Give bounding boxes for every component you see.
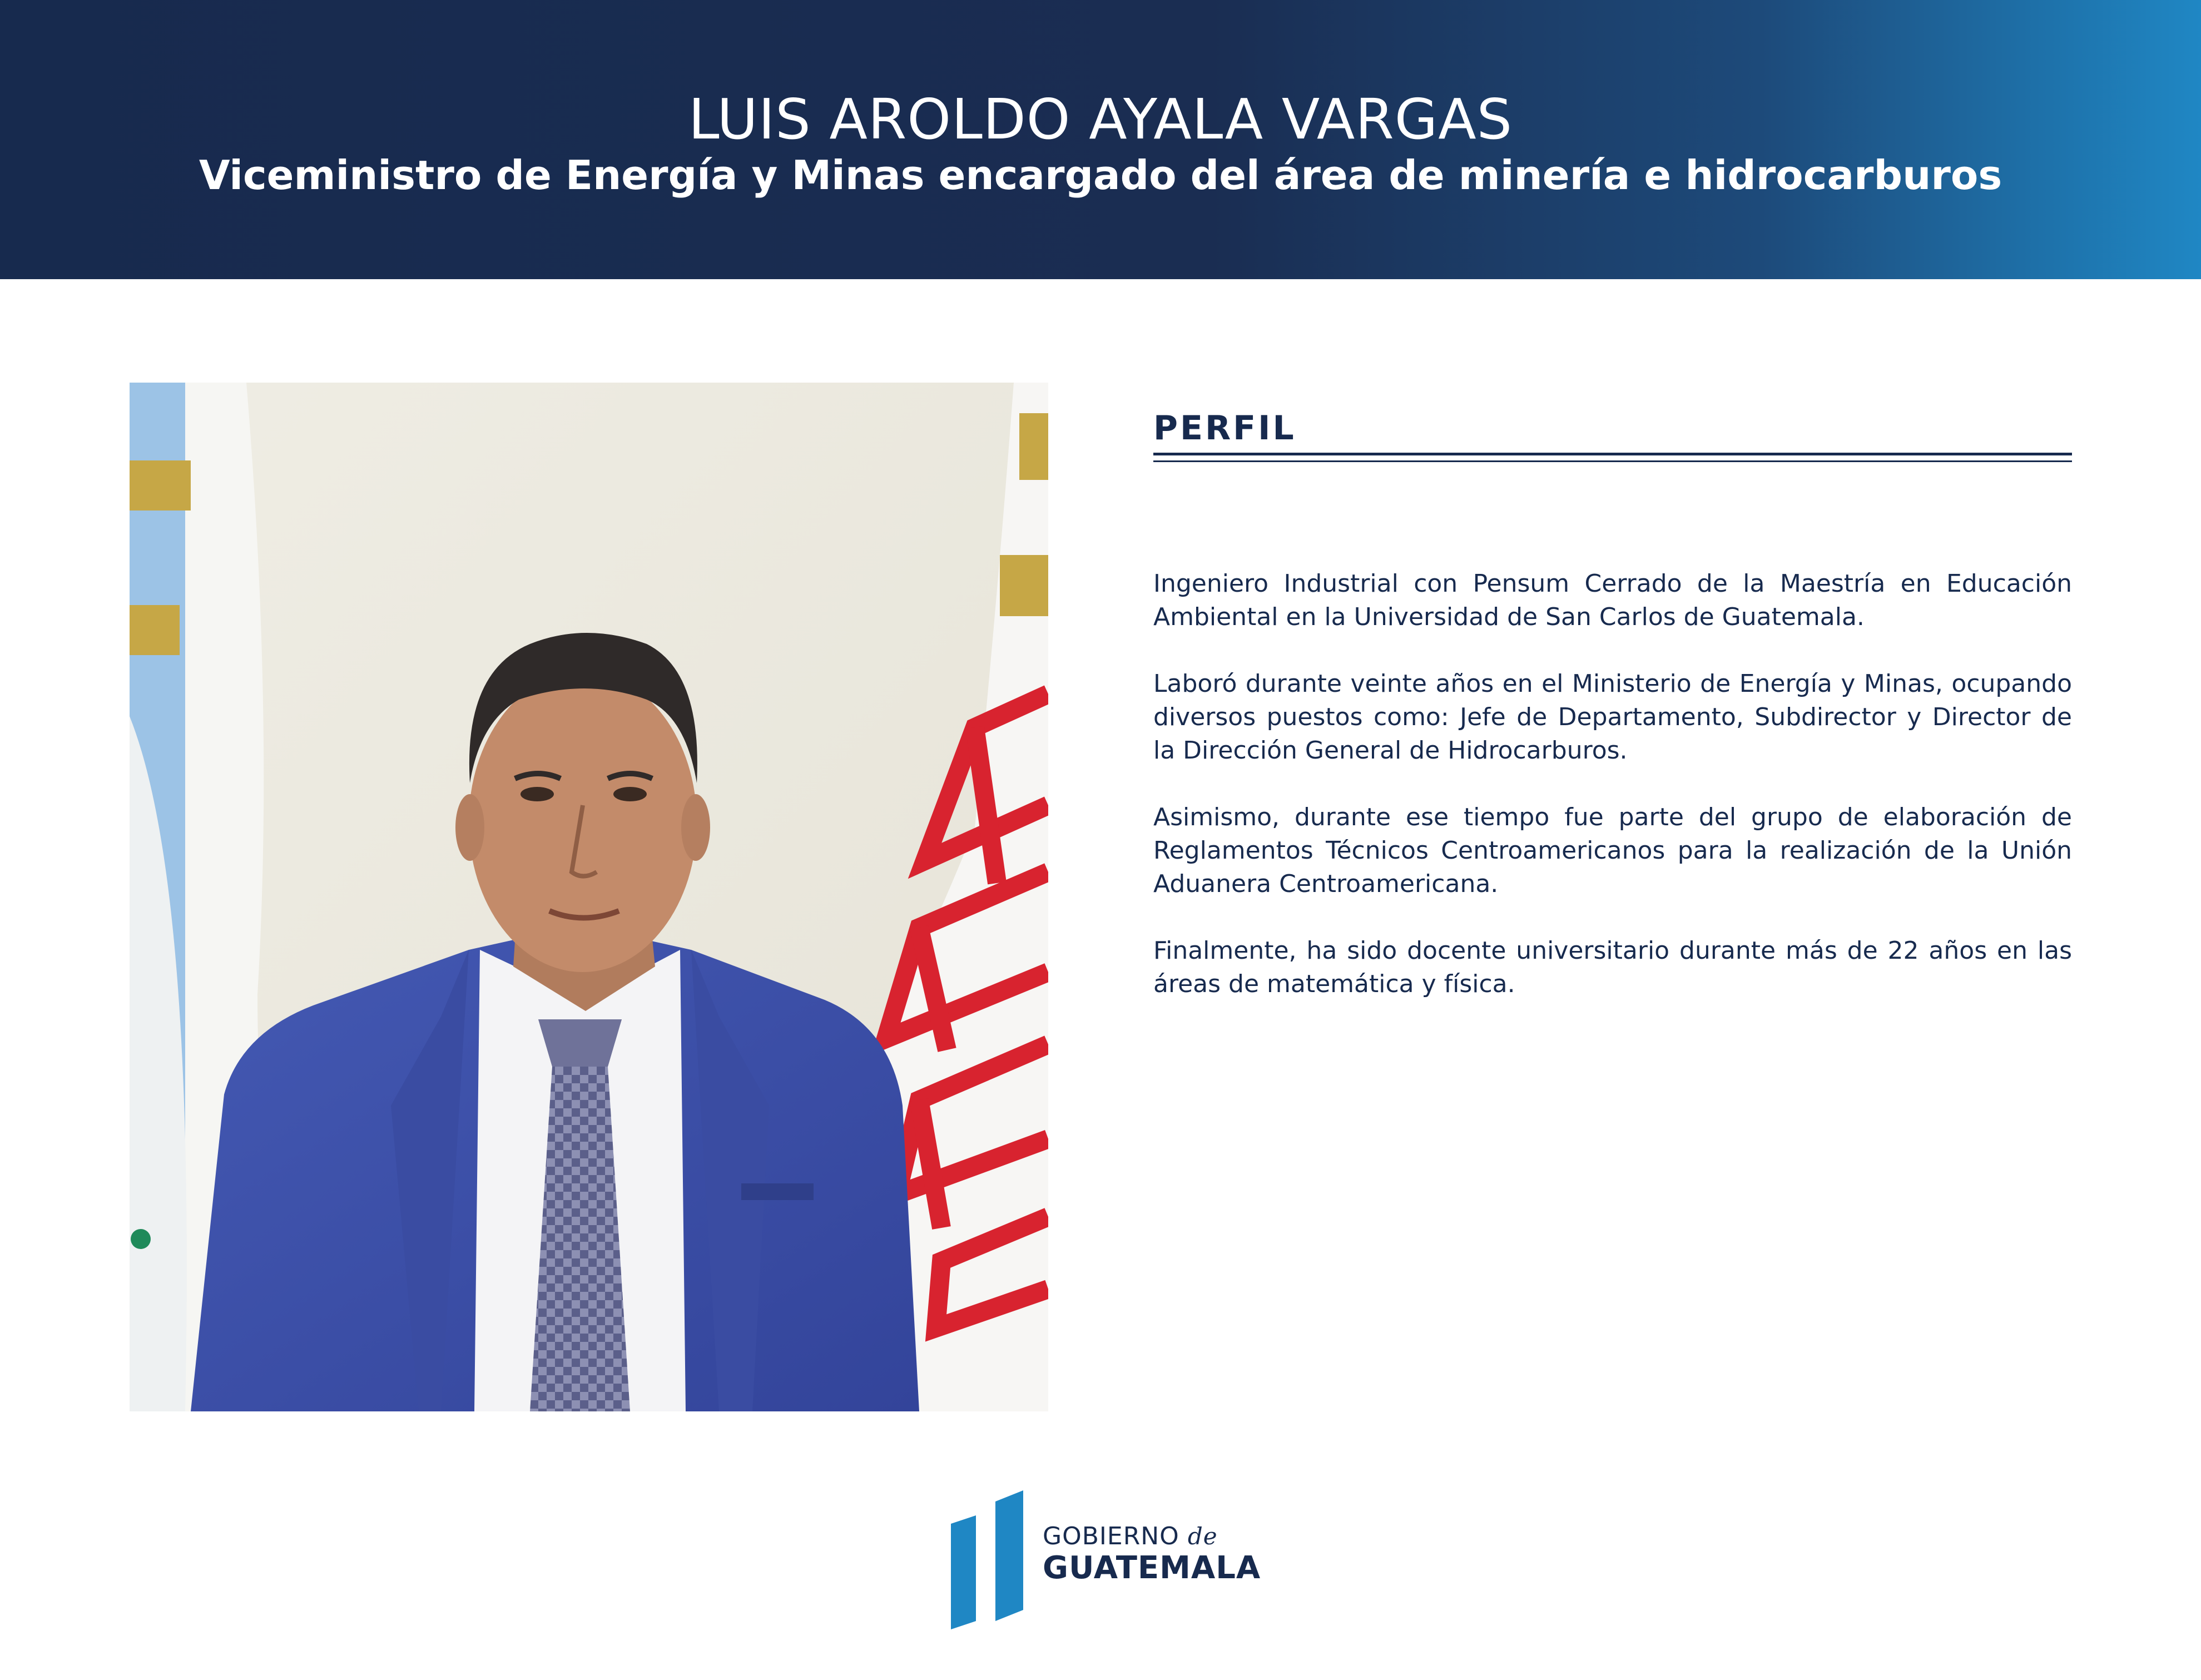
bio-paragraph: Asimismo, durante ese tiempo fue parte del grupo de elaboración de Reglamentos Técnicos Centroamericanos para la realización de la Unión Aduanera Centroamericana.: [1153, 803, 2072, 898]
profile-bio: [1153, 567, 2072, 1034]
logo-text-line1: [1043, 1521, 1218, 1552]
bio-paragraph: Laboró durante veinte años en el Ministerio de Energía y Minas, ocupando diversos puestos como: Jefe de Departamento, Subdirector y Director de la Dirección General de Hidrocarburos.: [1153, 670, 2072, 765]
logo-de: de: [1187, 1523, 1218, 1550]
logo-bars-icon: [951, 1490, 1034, 1629]
bio-paragraph: Finalmente, ha sido docente universitario durante más de 22 años en las áreas de matemática y física.: [1153, 936, 2072, 998]
official-name: LUIS AROLDO AYALA VARGAS: [688, 87, 1513, 152]
official-role: Viceministro de Energía y Minas encargado del área de minería e hidrocarburos: [199, 152, 2002, 199]
heading-rule: [1153, 453, 2072, 455]
gobierno-logo: [951, 1490, 1262, 1629]
logo-gobierno: GOBIERNO: [1043, 1522, 1179, 1550]
portrait-illustration: [130, 383, 1048, 1411]
logo-text-line2: GUATEMALA: [1043, 1550, 1261, 1586]
profile-heading: PERFIL: [1153, 409, 1296, 448]
portrait-photo: [130, 383, 1048, 1411]
bio-paragraph: Ingeniero Industrial con Pensum Cerrado de la Maestría en Educación Ambiental en la Universidad de San Carlos de Guatemala.: [1153, 569, 2072, 631]
heading-rule-secondary: [1153, 460, 2072, 462]
header-banner: [0, 0, 2201, 279]
